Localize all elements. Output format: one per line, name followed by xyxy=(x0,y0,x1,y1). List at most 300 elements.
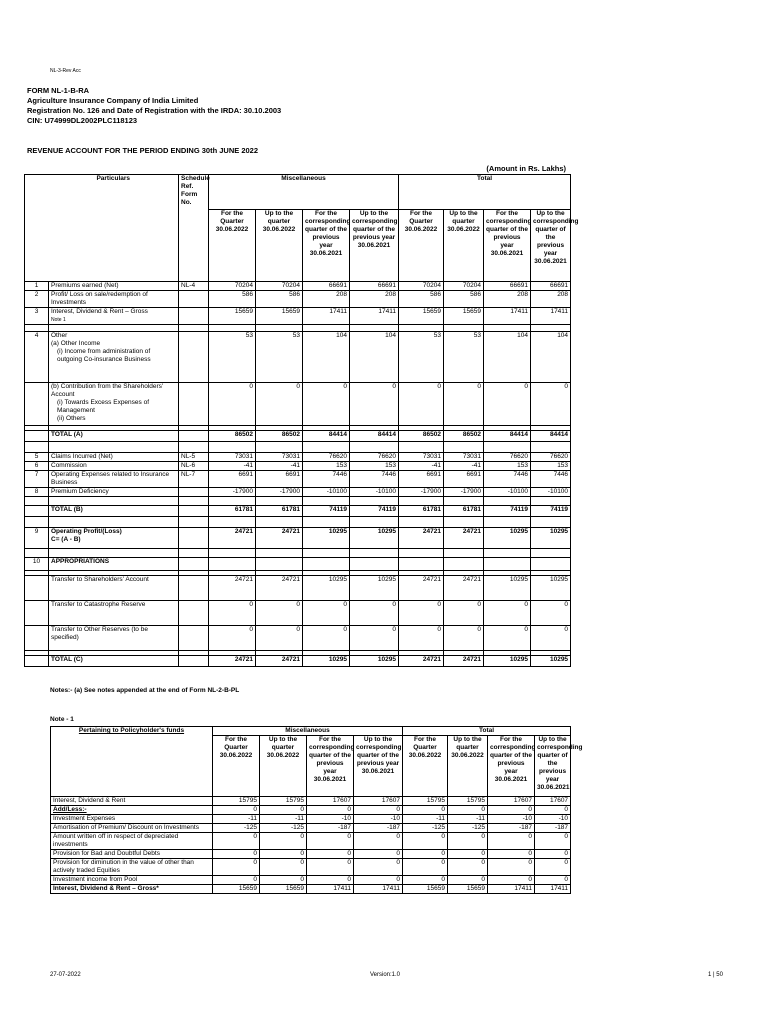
note1-value-cell: 0 xyxy=(448,832,488,849)
spacer-cell xyxy=(531,497,571,506)
form-number: FORM NL-1-B-RA xyxy=(27,86,90,95)
table-row xyxy=(25,558,571,571)
value-cell: 74119 xyxy=(484,506,531,517)
note1-value-cell: 0 xyxy=(260,858,307,875)
note1-value-cell: -11 xyxy=(260,814,307,823)
value-cell: 208 xyxy=(484,291,531,308)
note1-row-label: Provision for diminution in the value of other than actively traded Equities xyxy=(51,858,213,875)
spacer-cell xyxy=(303,549,350,558)
value-cell: 6691 xyxy=(399,471,444,488)
value-cell: 24721 xyxy=(209,528,256,549)
row-label-text: Profit/ Loss on sale/redemption of Investments xyxy=(51,291,148,306)
table-row xyxy=(25,576,571,601)
note1-value-cell: 0 xyxy=(403,858,448,875)
note1-value-cell: -187 xyxy=(307,823,354,832)
note1-value-cell: 0 xyxy=(260,832,307,849)
schedule-ref xyxy=(179,656,209,667)
value-cell: 208 xyxy=(350,291,399,308)
spacer-cell xyxy=(399,517,444,528)
value-cell: 7446 xyxy=(484,471,531,488)
value-cell: 0 xyxy=(484,626,531,651)
total-header: Total xyxy=(399,175,571,210)
value-cell: 10295 xyxy=(531,576,571,601)
spacer-cell xyxy=(25,497,49,506)
schedule-ref xyxy=(179,506,209,517)
note1-value-cell: 0 xyxy=(403,875,448,884)
spacer-cell xyxy=(179,549,209,558)
table-row xyxy=(25,383,571,426)
value-cell: 76620 xyxy=(303,453,350,462)
value-cell: 0 xyxy=(256,601,303,626)
note1-value-cell: -187 xyxy=(535,823,571,832)
note1-row-label: Interest, Dividend & Rent xyxy=(51,796,213,805)
note1-value-cell: 15795 xyxy=(213,796,260,805)
spacer-cell xyxy=(179,442,209,453)
row-label xyxy=(49,558,179,571)
note1-value-cell: -10 xyxy=(354,814,403,823)
form-header xyxy=(27,86,281,126)
value-cell xyxy=(350,558,399,571)
schedule-ref xyxy=(179,308,209,325)
value-cell: 24721 xyxy=(444,576,484,601)
note1-value-cell: -10 xyxy=(488,814,535,823)
row-number xyxy=(25,626,49,651)
note1-col-misc-prev-quarter: For the corresponding quarter of the previous year 30.06.2021 xyxy=(307,736,354,797)
header-row-1 xyxy=(25,175,571,210)
col-misc-quarter: For the Quarter 30.06.2022 xyxy=(209,209,256,282)
row-number: 10 xyxy=(25,558,49,571)
value-cell: 76620 xyxy=(350,453,399,462)
col-misc-prev-quarter: For the corresponding quarter of the previous year 30.06.2021 xyxy=(303,209,350,282)
note1-value-cell: 0 xyxy=(307,849,354,858)
note1-row-label: Amount written off in respect of depreciated investments xyxy=(51,832,213,849)
value-cell: -10100 xyxy=(350,488,399,497)
header-row-2 xyxy=(25,209,571,282)
value-cell: 74119 xyxy=(350,506,399,517)
row-number: 4 xyxy=(25,332,49,383)
registration-info: Registration No. 126 and Date of Registration with the IRDA: 30.10.2003 xyxy=(27,106,282,115)
value-cell: 6691 xyxy=(209,471,256,488)
spacer-cell xyxy=(531,442,571,453)
row-number: 2 xyxy=(25,291,49,308)
report-title: REVENUE ACCOUNT FOR THE PERIOD ENDING 30th JUNE 2022 xyxy=(27,146,259,155)
value-cell: 24721 xyxy=(399,656,444,667)
table-row xyxy=(25,471,571,488)
value-cell: 66691 xyxy=(531,282,571,291)
row-number: 6 xyxy=(25,462,49,471)
note1-row xyxy=(51,832,571,849)
value-cell: 10295 xyxy=(350,656,399,667)
schedule-ref xyxy=(179,528,209,549)
value-cell: -41 xyxy=(256,462,303,471)
value-cell: 15659 xyxy=(209,308,256,325)
value-cell: 0 xyxy=(256,626,303,651)
value-cell: -10100 xyxy=(531,488,571,497)
note1-value-cell: 17411 xyxy=(488,884,535,893)
col-misc-prev-upto: Up to the corresponding quarter of the previous year 30.06.2021 xyxy=(350,209,399,282)
row-label xyxy=(49,626,179,651)
footer-date: 27-07-2022 xyxy=(50,972,81,978)
note1-value-cell: 0 xyxy=(213,849,260,858)
row-label xyxy=(49,656,179,667)
value-cell xyxy=(531,558,571,571)
table-row xyxy=(25,282,571,291)
spacer-cell xyxy=(49,549,179,558)
value-cell: 15659 xyxy=(399,308,444,325)
spacer-cell xyxy=(49,517,179,528)
spacer-cell xyxy=(256,497,303,506)
note1-value-cell: 0 xyxy=(488,805,535,814)
row-label-text: TOTAL (B) xyxy=(51,506,83,513)
row-label xyxy=(49,462,179,471)
value-cell: 586 xyxy=(256,291,303,308)
row-label xyxy=(49,471,179,488)
note1-value-cell: -10 xyxy=(307,814,354,823)
value-cell: 17411 xyxy=(484,308,531,325)
spacer-cell xyxy=(531,549,571,558)
row-label-text: Claims Incurred (Net) xyxy=(51,453,113,460)
note1-col-misc-prev-upto: Up to the corresponding quarter of the previous year 30.06.2021 xyxy=(354,736,403,797)
row-label-text: Interest, Dividend & Rent – Gross xyxy=(51,308,148,315)
spacer-cell xyxy=(444,442,484,453)
note1-row-label: Interest, Dividend & Rent – Gross* xyxy=(51,884,213,893)
value-cell: 53 xyxy=(444,332,484,383)
note1-value-cell: 17411 xyxy=(535,884,571,893)
table-row xyxy=(25,528,571,549)
row-label-text: TOTAL (A) xyxy=(51,431,83,438)
value-cell: -10100 xyxy=(484,488,531,497)
schedule-ref xyxy=(179,601,209,626)
note1-col-misc-upto: Up to the quarter 30.06.2022 xyxy=(260,736,307,797)
schedule-ref: NL-5 xyxy=(179,453,209,462)
note1-header-row-1 xyxy=(51,727,571,736)
note1-value-cell: 17607 xyxy=(488,796,535,805)
value-cell: 104 xyxy=(484,332,531,383)
value-cell: 70204 xyxy=(444,282,484,291)
value-cell: 153 xyxy=(350,462,399,471)
note1-value-cell: -10 xyxy=(535,814,571,823)
note1-value-cell: 0 xyxy=(535,849,571,858)
table-row xyxy=(25,431,571,442)
note-ref: Note 1 xyxy=(51,317,66,323)
value-cell xyxy=(256,558,303,571)
value-cell: 15659 xyxy=(256,308,303,325)
schedule-ref xyxy=(179,431,209,442)
spacer-cell xyxy=(179,517,209,528)
contribution-sub-item: (ii) Others xyxy=(57,415,86,422)
schedule-ref xyxy=(179,626,209,651)
table-row xyxy=(25,291,571,308)
note1-value-cell: 0 xyxy=(213,858,260,875)
value-cell: 153 xyxy=(484,462,531,471)
spacer-cell xyxy=(484,517,531,528)
row-label xyxy=(49,506,179,517)
row-number xyxy=(25,656,49,667)
spacer-cell xyxy=(531,517,571,528)
note1-value-cell: 0 xyxy=(307,805,354,814)
row-label-text: (b) Contribution from the Shareholders' Account xyxy=(51,383,164,398)
value-cell: 153 xyxy=(303,462,350,471)
form-ref-label: NL-3-Rev Acc xyxy=(50,68,81,74)
value-cell: 24721 xyxy=(444,656,484,667)
spacer-cell xyxy=(444,497,484,506)
spacer-row xyxy=(25,497,571,506)
spacer-cell xyxy=(179,497,209,506)
table-row xyxy=(25,656,571,667)
value-cell: 86502 xyxy=(256,431,303,442)
note1-value-cell: 17607 xyxy=(354,796,403,805)
note1-table xyxy=(50,726,583,894)
value-cell: 153 xyxy=(531,462,571,471)
spacer-cell xyxy=(25,517,49,528)
value-cell: 586 xyxy=(209,291,256,308)
value-cell: 7446 xyxy=(350,471,399,488)
particulars-header: Particulars xyxy=(49,175,179,210)
value-cell: 0 xyxy=(350,383,399,426)
value-cell: 0 xyxy=(484,383,531,426)
note1-value-cell: 17607 xyxy=(307,796,354,805)
value-cell: 10295 xyxy=(484,528,531,549)
value-cell: 10295 xyxy=(484,656,531,667)
note1-row-label: Add/Less:- xyxy=(51,805,213,814)
spacer-cell xyxy=(350,517,399,528)
note1-value-cell: 0 xyxy=(488,858,535,875)
row-number xyxy=(25,576,49,601)
note1-value-cell: -125 xyxy=(448,823,488,832)
spacer-cell xyxy=(256,517,303,528)
spacer-cell xyxy=(303,325,350,332)
value-cell: 0 xyxy=(303,626,350,651)
note1-value-cell: -11 xyxy=(403,814,448,823)
value-cell: 208 xyxy=(303,291,350,308)
row-label xyxy=(49,601,179,626)
value-cell: 0 xyxy=(531,601,571,626)
note1-value-cell: 0 xyxy=(213,805,260,814)
value-cell: 24721 xyxy=(444,528,484,549)
table-row xyxy=(25,462,571,471)
note1-value-cell: -125 xyxy=(213,823,260,832)
note1-value-cell: 0 xyxy=(354,849,403,858)
note1-value-cell: 0 xyxy=(354,832,403,849)
spacer-cell xyxy=(256,442,303,453)
value-cell: 24721 xyxy=(209,576,256,601)
row-number xyxy=(25,601,49,626)
spacer-cell xyxy=(49,325,179,332)
note1-col-misc-quarter: For the Quarter 30.06.2022 xyxy=(213,736,260,797)
note1-value-cell: 15659 xyxy=(448,884,488,893)
note1-value-cell: 0 xyxy=(354,875,403,884)
value-cell: 10295 xyxy=(531,656,571,667)
value-cell: 24721 xyxy=(256,576,303,601)
value-cell: 10295 xyxy=(531,528,571,549)
note1-sub-header: Pertaining to Policyholder's funds xyxy=(51,727,213,736)
value-cell: 61781 xyxy=(444,506,484,517)
note1-value-cell: 0 xyxy=(448,849,488,858)
spacer-cell xyxy=(531,325,571,332)
footer-version: Version:1.0 xyxy=(370,972,401,978)
row-label-text: Operating Expenses related to Insurance Business xyxy=(51,471,170,486)
note1-value-cell: 0 xyxy=(448,858,488,875)
value-cell: 17411 xyxy=(303,308,350,325)
other-sub-item: (i) Income from administration of outgoing Co-insurance Business xyxy=(57,348,151,363)
note1-value-cell: 15659 xyxy=(213,884,260,893)
value-cell: -17900 xyxy=(444,488,484,497)
note1-value-cell: 0 xyxy=(260,875,307,884)
value-cell: 86502 xyxy=(444,431,484,442)
note1-row xyxy=(51,796,571,805)
schedule-ref: NL-4 xyxy=(179,282,209,291)
value-cell: 70204 xyxy=(209,282,256,291)
row-label xyxy=(49,528,179,549)
value-cell: 17411 xyxy=(531,308,571,325)
cin: CIN: U74999DL2002PLC118123 xyxy=(27,116,138,125)
value-cell: 0 xyxy=(350,626,399,651)
note1-misc-header: Miscellaneous xyxy=(213,727,403,736)
row-number: 3 xyxy=(25,308,49,325)
spacer-cell xyxy=(209,325,256,332)
value-cell: 73031 xyxy=(399,453,444,462)
row-label xyxy=(49,453,179,462)
row-number xyxy=(25,506,49,517)
row-label-text: APPROPRIATIONS xyxy=(51,558,110,565)
note1-value-cell: 0 xyxy=(448,875,488,884)
note1-row xyxy=(51,849,571,858)
spacer-cell xyxy=(209,549,256,558)
row-label xyxy=(49,576,179,601)
spacer-cell xyxy=(303,517,350,528)
value-cell: -41 xyxy=(444,462,484,471)
note1-value-cell: 17411 xyxy=(354,884,403,893)
note1-title: Note - 1 xyxy=(50,716,74,723)
value-cell: -17900 xyxy=(256,488,303,497)
value-cell: -41 xyxy=(399,462,444,471)
value-cell: 6691 xyxy=(444,471,484,488)
value-cell: 10295 xyxy=(350,528,399,549)
row-label xyxy=(49,431,179,442)
note1-value-cell: 0 xyxy=(260,805,307,814)
spacer-cell xyxy=(350,549,399,558)
row-label-text: Premiums earned (Net) xyxy=(51,282,119,289)
note1-value-cell: 0 xyxy=(535,832,571,849)
row-number: 7 xyxy=(25,471,49,488)
value-cell: 7446 xyxy=(303,471,350,488)
value-cell: 0 xyxy=(444,383,484,426)
value-cell: 10295 xyxy=(303,576,350,601)
col-total-quarter: For the Quarter 30.06.2022 xyxy=(399,209,444,282)
value-cell: 74119 xyxy=(303,506,350,517)
value-cell: 0 xyxy=(531,626,571,651)
value-cell: 104 xyxy=(350,332,399,383)
note1-value-cell: 0 xyxy=(307,875,354,884)
spacer-cell xyxy=(484,497,531,506)
row-label xyxy=(49,332,179,383)
row-label-line2: C= (A - B) xyxy=(51,536,81,543)
note1-value-cell: 0 xyxy=(403,805,448,814)
spacer-cell xyxy=(179,325,209,332)
note1-value-cell: 0 xyxy=(354,858,403,875)
schedule-ref xyxy=(179,383,209,426)
misc-header: Miscellaneous xyxy=(209,175,399,210)
spacer-cell xyxy=(444,517,484,528)
note1-total-header: Total xyxy=(403,727,571,736)
note1-col-total-upto: Up to the quarter 30.06.2022 xyxy=(448,736,488,797)
spacer-cell xyxy=(25,549,49,558)
row-label-text: Transfer to Shareholders' Account xyxy=(51,576,149,583)
spacer-cell xyxy=(256,549,303,558)
value-cell: 0 xyxy=(444,601,484,626)
spacer-cell xyxy=(350,442,399,453)
note1-value-cell: -187 xyxy=(354,823,403,832)
note1-value-cell: 0 xyxy=(403,832,448,849)
contribution-sub-item: (i) Towards Excess Expenses of Management xyxy=(57,399,149,414)
value-cell: 586 xyxy=(444,291,484,308)
row-label xyxy=(49,488,179,497)
row-label-text: Other xyxy=(51,332,68,339)
value-cell: 7446 xyxy=(531,471,571,488)
value-cell: 61781 xyxy=(256,506,303,517)
spacer-row xyxy=(25,549,571,558)
value-cell: 53 xyxy=(209,332,256,383)
note1-col-total-prev-quarter: For the corresponding quarter of the previous year 30.06.2021 xyxy=(488,736,535,797)
value-cell: 0 xyxy=(399,383,444,426)
note1-value-cell: 0 xyxy=(260,849,307,858)
value-cell: 0 xyxy=(444,626,484,651)
row-label xyxy=(49,383,179,426)
row-label-text: Premium Deficiency xyxy=(51,488,109,495)
note1-value-cell: 0 xyxy=(535,805,571,814)
value-cell: 73031 xyxy=(256,453,303,462)
value-cell: 10295 xyxy=(350,576,399,601)
value-cell: -10100 xyxy=(303,488,350,497)
schedule-ref xyxy=(179,576,209,601)
note1-row-label: Investment Expenses xyxy=(51,814,213,823)
value-cell: 70204 xyxy=(399,282,444,291)
row-label-text: Operating Profit/(Loss) xyxy=(51,528,122,535)
spacer-cell xyxy=(209,497,256,506)
value-cell: 53 xyxy=(256,332,303,383)
spacer-cell xyxy=(444,325,484,332)
value-cell xyxy=(484,558,531,571)
spacer-cell xyxy=(484,549,531,558)
table-row xyxy=(25,626,571,651)
table-row xyxy=(25,308,571,325)
note1-value-cell: 15795 xyxy=(260,796,307,805)
value-cell: 0 xyxy=(399,626,444,651)
note1-value-cell: 0 xyxy=(403,849,448,858)
value-cell: 84414 xyxy=(484,431,531,442)
spacer-cell xyxy=(256,325,303,332)
row-label-text: Transfer to Catastrophe Reserve xyxy=(51,601,146,608)
company-name: Agriculture Insurance Company of India Limited xyxy=(27,96,199,105)
value-cell: 73031 xyxy=(209,453,256,462)
note1-row xyxy=(51,823,571,832)
value-cell: 70204 xyxy=(256,282,303,291)
amount-unit: (Amount in Rs. Lakhs) xyxy=(486,164,566,173)
value-cell: 24721 xyxy=(399,576,444,601)
value-cell: 0 xyxy=(303,383,350,426)
value-cell: 15659 xyxy=(444,308,484,325)
spacer-cell xyxy=(209,442,256,453)
value-cell: 84414 xyxy=(531,431,571,442)
note1-value-cell: 15795 xyxy=(448,796,488,805)
note1-value-cell: 15659 xyxy=(403,884,448,893)
value-cell: 0 xyxy=(350,601,399,626)
schedule-ref: NL-7 xyxy=(179,471,209,488)
spacer-cell xyxy=(49,442,179,453)
spacer-cell xyxy=(399,442,444,453)
spacer-cell xyxy=(350,325,399,332)
spacer-cell xyxy=(49,497,179,506)
